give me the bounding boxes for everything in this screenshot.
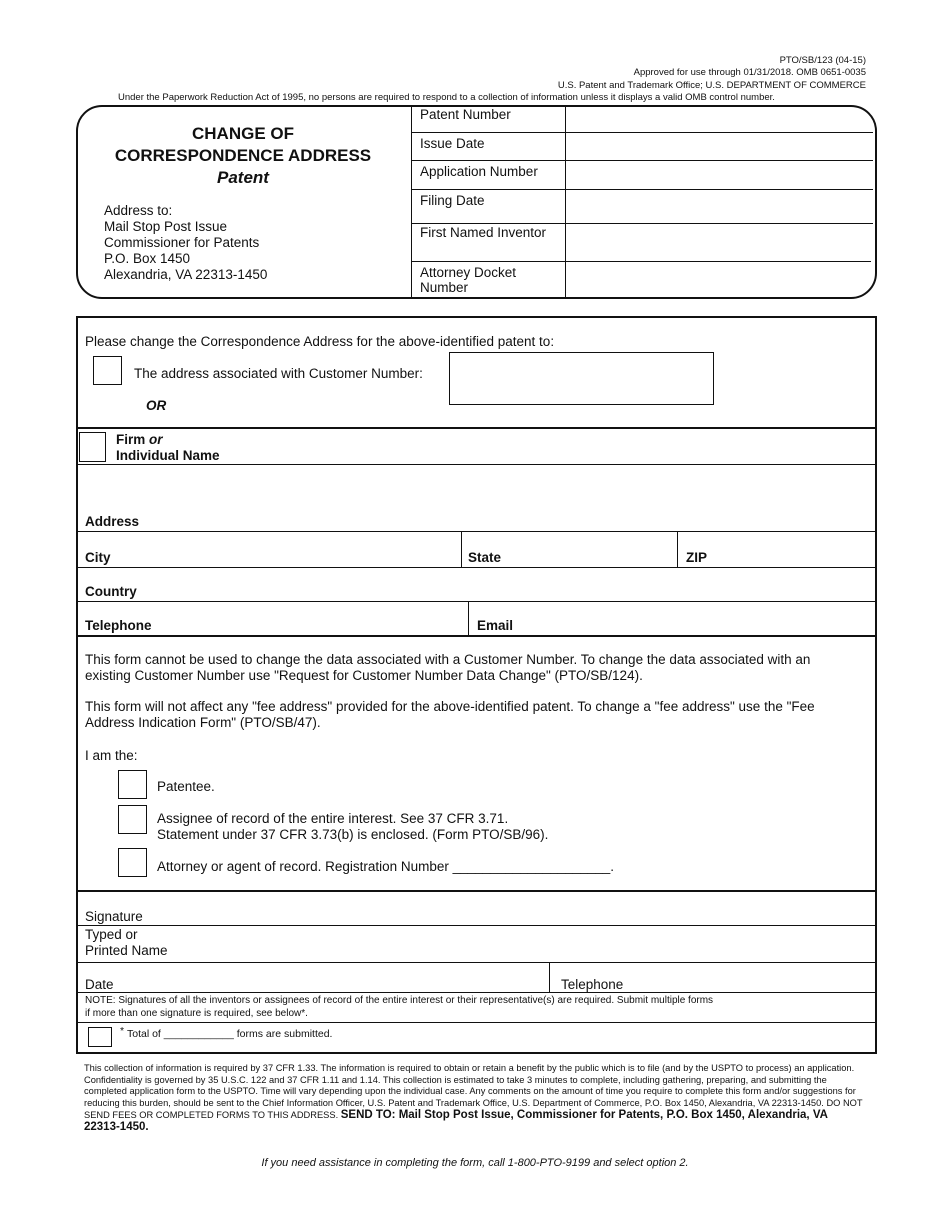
zip-label: ZIP bbox=[686, 550, 708, 565]
notice-fee-line1: This form will not affect any "fee address" provided for the above-identified patent. To change a "fee address" use the "Fee bbox=[85, 699, 815, 714]
sig-telephone-label: Telephone bbox=[561, 977, 624, 992]
grid-divider bbox=[411, 105, 412, 299]
state-label: State bbox=[468, 550, 502, 565]
section-divider bbox=[76, 992, 875, 993]
email-label: Email bbox=[477, 618, 514, 633]
section-divider bbox=[76, 1022, 875, 1023]
section-divider bbox=[76, 601, 875, 602]
grid-divider bbox=[411, 189, 873, 190]
signature-note-line2: if more than one signature is required, see below*. bbox=[85, 1008, 308, 1019]
grid-divider bbox=[549, 962, 550, 992]
address-field[interactable] bbox=[80, 468, 870, 528]
firm-or-text: or bbox=[149, 432, 163, 447]
zip-field[interactable] bbox=[715, 533, 870, 565]
omb-approval: Approved for use through 01/31/2018. OMB 0651-0035 bbox=[633, 67, 866, 78]
section-divider bbox=[76, 635, 875, 637]
burden-text: This collection of information is required by 37 CFR 1.33. The information is required to obtain or retain a benefit by the public which is to file (and by the USPTO to process) an application. Confidentiality is governed by 35 U.S.C. 122 and 37 CFR 1.11 and 1.14. This collection is estimated to take 3 minutes to complete, including gathering, preparing, and submitting the completed application form to the USPTO. Time will vary depending upon the individual case. Any comments on the amount of time you require to complete this form and/or suggestions for reducing this burden, should be sent to the Chief Information Officer, U.S. Patent and Trademark Office, U.S. Department of Commerce, P.O. Box 1450, Alexandria, VA 22313-1450. DO NOT SEND FEES OR COMPLETED FORMS TO THIS ADDRESS. bbox=[84, 1063, 863, 1120]
filing-date-label: Filing Date bbox=[420, 193, 485, 208]
application-number-field[interactable] bbox=[567, 162, 871, 188]
grid-divider bbox=[565, 105, 566, 297]
firm-checkbox[interactable] bbox=[79, 432, 106, 462]
total-forms-checkbox[interactable] bbox=[88, 1027, 112, 1047]
section-divider bbox=[76, 427, 875, 429]
patent-number-field[interactable] bbox=[567, 107, 871, 131]
state-field[interactable] bbox=[510, 533, 674, 565]
issue-date-field[interactable] bbox=[567, 134, 871, 159]
form-title-patent: Patent bbox=[217, 168, 269, 187]
section-divider bbox=[76, 464, 875, 465]
sig-telephone-field[interactable] bbox=[635, 964, 870, 990]
telephone-label: Telephone bbox=[85, 618, 152, 633]
email-field[interactable] bbox=[520, 603, 870, 633]
send-to-address: SEND TO: Mail Stop Post Issue, Commissioner for Patents, P.O. Box 1450, Alexandria, VA 22313-1450. bbox=[84, 1108, 828, 1133]
customer-number-label: The address associated with Customer Number: bbox=[134, 366, 423, 381]
attorney-label: Attorney or agent of record. Registration Number _____________________. bbox=[157, 859, 615, 874]
iam-label: I am the: bbox=[85, 748, 138, 763]
address-to-line4: Alexandria, VA 22313-1450 bbox=[104, 267, 268, 282]
total-forms-star: * bbox=[120, 1025, 125, 1037]
country-field[interactable] bbox=[140, 569, 870, 599]
typed-name-label-line1: Typed or bbox=[85, 927, 138, 942]
patentee-label: Patentee. bbox=[157, 779, 215, 794]
notice-customer-line1: This form cannot be used to change the data associated with a Customer Number. To change the data associated with an bbox=[85, 652, 811, 667]
patent-number-label: Patent Number bbox=[420, 107, 511, 122]
form-title-line2: CORRESPONDENCE ADDRESS bbox=[114, 146, 372, 165]
firm-name-field[interactable] bbox=[116, 430, 866, 462]
docket-label-line2: Number bbox=[420, 280, 469, 295]
or-label: OR bbox=[146, 398, 167, 413]
grid-divider bbox=[411, 261, 871, 262]
address-label: Address bbox=[85, 514, 140, 529]
grid-divider bbox=[677, 531, 678, 567]
city-label: City bbox=[85, 550, 111, 565]
notice-fee-line2: Address Indication Form" (PTO/SB/47). bbox=[85, 715, 321, 730]
signature-note-line1: NOTE: Signatures of all the inventors or assignees of record of the entire interest or their representative(s) are required. Submit multiple forms bbox=[85, 995, 714, 1006]
docket-number-field[interactable] bbox=[567, 263, 857, 293]
intro-text: Please change the Correspondence Address for the above-identified patent to: bbox=[85, 334, 555, 349]
section-divider bbox=[76, 890, 875, 892]
address-to-line2: Commissioner for Patents bbox=[104, 235, 260, 250]
individual-name-label: Individual Name bbox=[116, 448, 220, 463]
telephone-field[interactable] bbox=[160, 603, 465, 633]
assignee-label-line1: Assignee of record of the entire interest. See 37 CFR 3.71. bbox=[157, 811, 509, 826]
address-to-label: Address to: bbox=[104, 203, 173, 218]
date-label: Date bbox=[85, 977, 114, 992]
assistance-line: If you need assistance in completing the form, call 1-800-PTO-9199 and select option 2. bbox=[261, 1157, 689, 1169]
patentee-checkbox[interactable] bbox=[118, 770, 147, 799]
form-title-line1: CHANGE OF bbox=[192, 124, 294, 143]
customer-number-input[interactable] bbox=[449, 352, 714, 405]
section-divider bbox=[76, 531, 875, 532]
address-to-line1: Mail Stop Post Issue bbox=[104, 219, 228, 234]
assignee-label-line2: Statement under 37 CFR 3.73(b) is enclosed. (Form PTO/SB/96). bbox=[157, 827, 549, 842]
country-label: Country bbox=[85, 584, 137, 599]
first-inventor-field[interactable] bbox=[567, 225, 871, 260]
attorney-checkbox[interactable] bbox=[118, 848, 147, 877]
form-id: PTO/SB/123 (04-15) bbox=[779, 55, 866, 66]
date-field[interactable] bbox=[120, 964, 545, 990]
firm-label-text: Firm bbox=[116, 432, 146, 447]
grid-divider bbox=[411, 223, 873, 224]
signature-label: Signature bbox=[85, 909, 143, 924]
typed-name-label-line2: Printed Name bbox=[85, 943, 168, 958]
paperwork-notice: Under the Paperwork Reduction Act of 1995, no persons are required to respond to a collection of information unless it displays a valid OMB control number. bbox=[118, 92, 775, 103]
grid-divider bbox=[468, 601, 469, 635]
first-inventor-label: First Named Inventor bbox=[420, 225, 547, 240]
agency-line: U.S. Patent and Trademark Office; U.S. DEPARTMENT OF COMMERCE bbox=[557, 80, 866, 91]
section-divider bbox=[76, 925, 875, 926]
notice-customer-line2: existing Customer Number use "Request for Customer Number Data Change" (PTO/SB/124). bbox=[85, 668, 643, 683]
address-to-line3: P.O. Box 1450 bbox=[104, 251, 191, 266]
assignee-checkbox[interactable] bbox=[118, 805, 147, 834]
issue-date-label: Issue Date bbox=[420, 136, 485, 151]
city-field[interactable] bbox=[120, 533, 458, 565]
section-divider bbox=[76, 567, 875, 568]
customer-number-checkbox[interactable] bbox=[93, 356, 122, 385]
signature-field[interactable] bbox=[160, 893, 870, 923]
burden-statement bbox=[84, 1063, 864, 1133]
section-divider bbox=[76, 962, 875, 963]
application-number-label: Application Number bbox=[420, 164, 538, 179]
grid-divider bbox=[411, 132, 873, 133]
docket-label-line1: Attorney Docket bbox=[420, 265, 517, 280]
printed-name-field[interactable] bbox=[180, 928, 870, 960]
grid-divider bbox=[461, 531, 462, 567]
filing-date-field[interactable] bbox=[567, 191, 871, 222]
total-forms-text: Total of ____________ forms are submitted. bbox=[127, 1028, 333, 1040]
grid-divider bbox=[411, 160, 873, 161]
